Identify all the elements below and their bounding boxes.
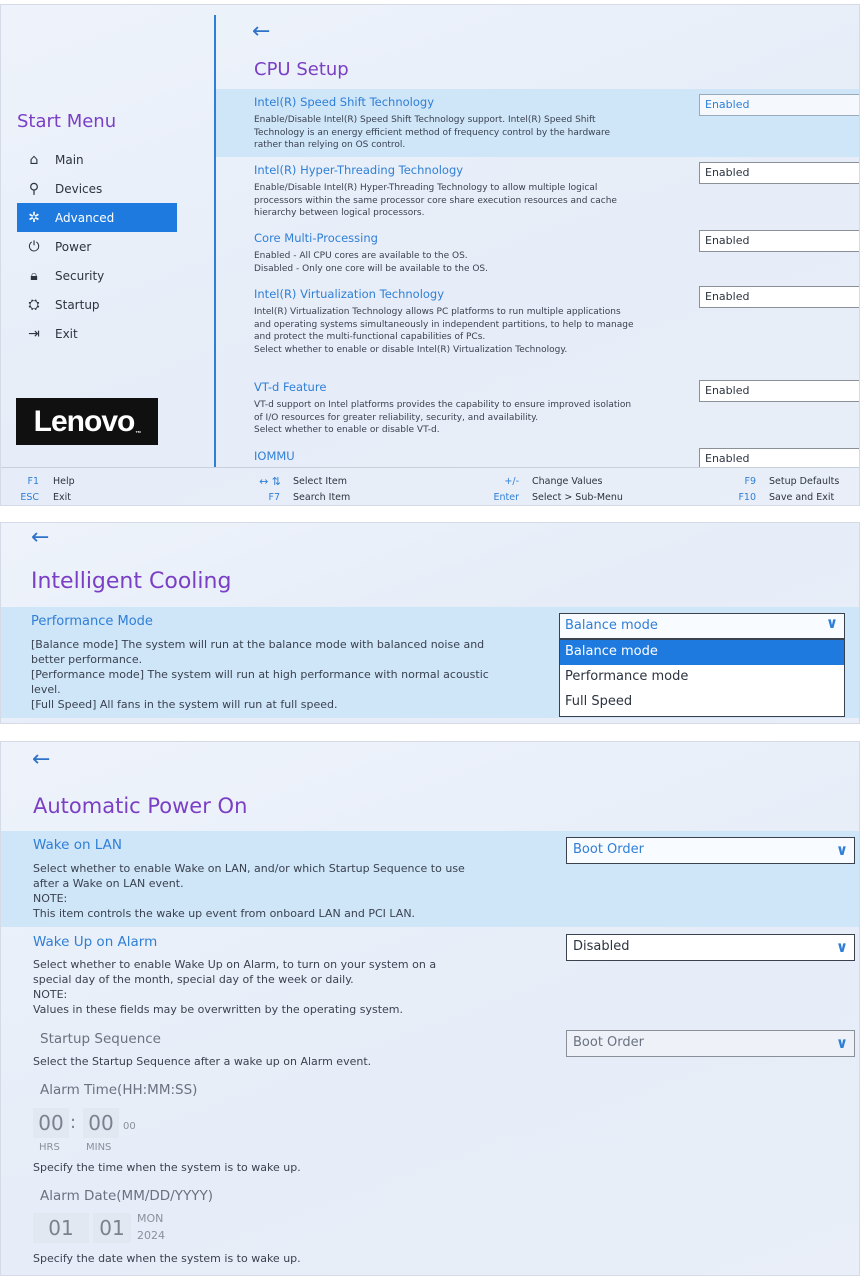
option-core-multi-processing[interactable] — [216, 225, 860, 281]
key-f10: F10 — [738, 492, 756, 503]
key-esc: ESC — [20, 492, 39, 503]
lock-icon: 🔒︎ — [30, 267, 38, 284]
sidebar-item-label: Startup — [55, 297, 100, 312]
key-f7-text: Search Item — [293, 492, 351, 503]
day-field[interactable]: 01 — [93, 1213, 131, 1243]
hours-label: HRS — [39, 1142, 60, 1153]
sidebar-item-devices[interactable] — [17, 174, 177, 203]
sidebar-item-main[interactable] — [17, 145, 177, 174]
option-title: Wake Up on Alarm — [33, 934, 158, 950]
option-wake-up-on-alarm[interactable] — [1, 928, 860, 1022]
key-f10-text: Save and Exit — [769, 492, 835, 503]
option-virtualization[interactable] — [216, 281, 860, 375]
automatic-power-on-screen — [0, 741, 860, 1276]
option-alarm-date — [1, 1183, 860, 1275]
key-f9: F9 — [744, 476, 756, 487]
option-hyper-threading[interactable] — [216, 157, 860, 225]
sidebar-item-label: Main — [55, 152, 84, 167]
year-field[interactable]: 2024 — [137, 1229, 165, 1242]
core-multi-processing-select[interactable]: Enabled — [699, 230, 860, 252]
month-field[interactable]: 01 — [33, 1213, 89, 1243]
key-f1: F1 — [27, 476, 39, 487]
option-alarm-time — [1, 1076, 860, 1184]
time-separator: : — [70, 1112, 77, 1133]
option-title: Performance Mode — [31, 614, 153, 629]
option-desc: [Balance mode] The system will run at the balance mode with balanced noise and better performance. [Performance mode] The system will run at high performance with normal acoustic level. [Full Speed] All fans in the system will run at full speed. — [31, 638, 489, 711]
cpu-setup-screen — [0, 4, 860, 506]
sidebar-item-power[interactable] — [17, 232, 177, 261]
key-enter-text: Select > Sub-Menu — [532, 492, 623, 503]
option-desc: Specify the time when the system is to wake up. — [33, 1161, 301, 1174]
speed-shift-select[interactable]: Enabled — [699, 94, 860, 116]
performance-mode-select[interactable] — [559, 613, 845, 639]
dropdown-option[interactable]: Balance mode — [560, 640, 844, 665]
iommu-select[interactable]: Enabled — [699, 448, 860, 467]
intelligent-cooling-screen — [0, 522, 860, 724]
option-desc: Select whether to enable Wake on LAN, and/or which Startup Sequence to use after a Wake on LAN event. NOTE: This item controls the wake up event from onboard LAN and PCI LAN. — [33, 862, 465, 920]
weekday-label: MON — [137, 1212, 164, 1225]
performance-mode-dropdown — [559, 639, 845, 717]
select-value: Balance mode — [565, 618, 658, 633]
option-wake-on-lan[interactable] — [1, 831, 860, 927]
chevron-down-icon: ∨ — [835, 938, 848, 956]
key-esc-text: Exit — [53, 492, 71, 503]
key-plus-minus: +/- — [504, 476, 519, 487]
sidebar-item-label: Power — [55, 239, 92, 254]
key-nav-text: Select Item — [293, 476, 347, 487]
sidebar-item-label: Security — [55, 268, 105, 283]
power-icon: ⏻ — [28, 238, 40, 255]
chevron-down-icon: ∨ — [825, 614, 838, 632]
virtualization-select[interactable]: Enabled — [699, 286, 860, 308]
key-help-footer — [1, 467, 860, 506]
option-startup-sequence[interactable] — [1, 1025, 860, 1073]
home-icon: ⌂ — [29, 151, 39, 168]
option-desc: Enable/Disable Intel(R) Hyper-Threading Technology to allow multiple logical processors within the same processor core share execution resources and cache hierarchy between logical processors. — [254, 183, 617, 218]
option-desc: Enabled - All CPU cores are available to the OS. Disabled - Only one core will be available to the OS. — [254, 251, 489, 274]
devices-icon: ⚲ — [28, 180, 40, 197]
back-arrow-icon[interactable]: ← — [252, 19, 271, 44]
hyper-threading-select[interactable]: Enabled — [699, 162, 860, 184]
option-iommu[interactable] — [216, 441, 860, 467]
option-desc: Specify the date when the system is to wake up. — [33, 1252, 301, 1265]
chevron-down-icon: ∨ — [835, 1034, 848, 1052]
sidebar-item-exit[interactable] — [17, 319, 177, 348]
key-f7: F7 — [268, 492, 280, 503]
startup-icon: ⛭ — [28, 296, 40, 313]
key-pm-text: Change Values — [532, 476, 603, 487]
sidebar-item-advanced[interactable] — [17, 203, 177, 232]
sidebar-item-label: Devices — [55, 181, 103, 196]
startup-sequence-select[interactable]: Boot Order ∨ — [566, 1030, 855, 1057]
seconds-field[interactable]: 00 — [123, 1121, 136, 1132]
minutes-field[interactable]: 00 — [83, 1108, 119, 1138]
back-arrow-icon[interactable]: ← — [32, 747, 51, 772]
option-speed-shift[interactable] — [216, 89, 860, 157]
option-title: IOMMU — [254, 449, 295, 463]
cpu-setup-content — [216, 5, 860, 467]
arrows-icon: ↔ ⇅ — [259, 475, 281, 488]
option-title: Intel(R) Speed Shift Technology — [254, 95, 434, 109]
start-menu-title: Start Menu — [17, 111, 117, 132]
start-menu — [17, 145, 177, 348]
sidebar-item-startup[interactable] — [17, 290, 177, 319]
sidebar-item-label: Advanced — [55, 210, 115, 225]
option-desc: Enable/Disable Intel(R) Speed Shift Technology support. Intel(R) Speed Shift Technology is an energy efficient method of frequency control by the hardware rather than relying on OS control. — [254, 115, 611, 150]
wake-up-on-alarm-select[interactable]: Disabled ∨ — [566, 934, 855, 961]
dropdown-option[interactable]: Performance mode — [565, 669, 689, 684]
sidebar-item-label: Exit — [55, 326, 78, 341]
option-title: Wake on LAN — [33, 837, 122, 853]
lenovo-logo: Lenovo ™ — [16, 398, 158, 445]
option-title: Startup Sequence — [40, 1031, 161, 1047]
start-menu-sidebar — [1, 5, 215, 467]
option-desc: Select whether to enable Wake Up on Alarm, to turn on your system on a special day of the month, special day of the week or daily. NOTE: Values in these fields may be overwritten by the operating system. — [33, 958, 437, 1016]
option-title: Alarm Date(MM/DD/YYYY) — [40, 1188, 213, 1204]
wake-on-lan-select[interactable]: Boot Order ∨ — [566, 837, 855, 864]
option-desc: Intel(R) Virtualization Technology allows PC platforms to run multiple applications and operating systems simultaneously in independent partitions, to help to manage and protect the multi-functional capabilities of PCs. Select whether to enable or disable Intel(R) Virtualization Technology. — [254, 307, 634, 355]
page-title: Automatic Power On — [33, 794, 248, 818]
option-title: Core Multi-Processing — [254, 231, 378, 245]
sidebar-item-security[interactable] — [17, 261, 177, 290]
hours-field[interactable]: 00 — [33, 1108, 69, 1138]
option-title: Alarm Time(HH:MM:SS) — [40, 1082, 198, 1098]
option-desc: VT-d support on Intel platforms provides the capability to ensure improved isolation of I/O resources for greater reliability, security, and availability. Select whether to enable or disable VT-d. — [254, 400, 632, 435]
back-arrow-icon[interactable]: ← — [31, 525, 50, 550]
minutes-label: MINS — [86, 1142, 112, 1153]
vt-d-select[interactable]: Enabled — [699, 380, 860, 402]
option-vt-d[interactable] — [216, 375, 860, 441]
key-f1-text: Help — [53, 476, 75, 487]
chevron-down-icon: ∨ — [835, 841, 848, 859]
option-desc: Select the Startup Sequence after a wake up on Alarm event. — [33, 1055, 372, 1068]
advanced-icon: ✲ — [28, 209, 40, 226]
option-title: Intel(R) Virtualization Technology — [254, 287, 445, 301]
key-f9-text: Setup Defaults — [769, 476, 840, 487]
dropdown-option[interactable]: Full Speed — [565, 694, 633, 709]
option-title: Intel(R) Hyper-Threading Technology — [254, 163, 464, 177]
exit-icon: ⇥ — [28, 325, 40, 342]
page-title: CPU Setup — [254, 59, 349, 80]
page-title: Intelligent Cooling — [31, 569, 232, 594]
option-title: VT-d Feature — [254, 380, 327, 394]
key-enter: Enter — [493, 492, 519, 503]
